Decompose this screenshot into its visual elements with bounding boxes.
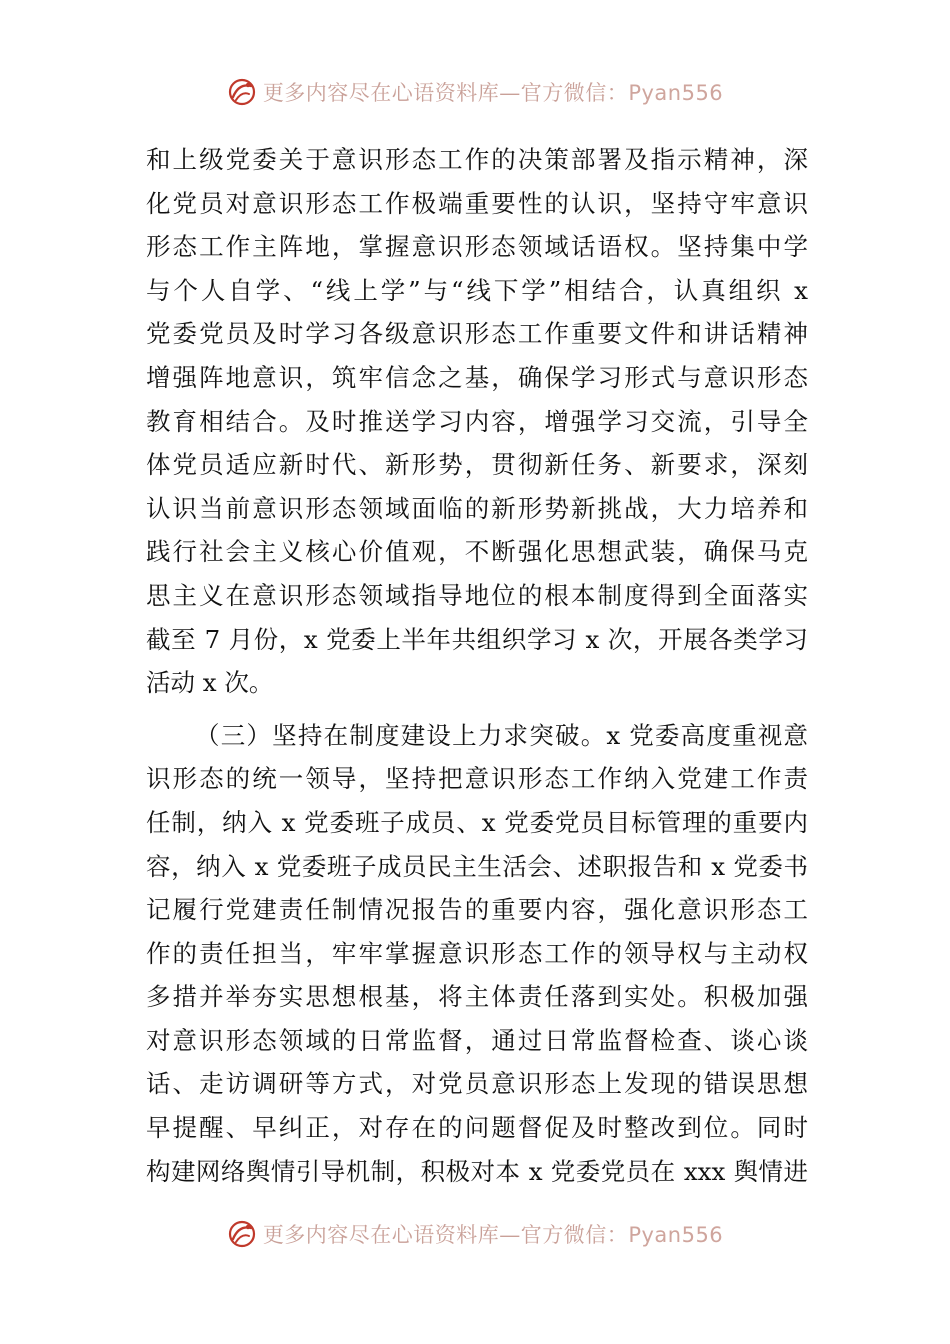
text-line: 识形态的统一领导，坚持把意识形态工作纳入党建工作责	[146, 764, 808, 794]
text-line: 党委党员及时学习各级意识形态工作重要文件和讲话精神	[146, 319, 808, 349]
wechat-id: Pyan556	[628, 81, 724, 105]
footer-watermark-banner	[0, 1212, 950, 1256]
wechat-id: Pyan556	[628, 1223, 724, 1247]
text-line: 作的责任担当，牢牢掌握意识形态工作的领导权与主动权	[146, 938, 808, 968]
text-line: （三）坚持在制度建设上力求突破。x 党委高度重视意	[195, 720, 808, 750]
text-line: 截至 7 月份，x 党委上半年共组织学习 x 次，开展各类学习	[146, 624, 808, 654]
text-line: 任制，纳入 x 党委班子成员、x 党委党员目标管理的重要内	[146, 807, 808, 837]
text-line: 记履行党建责任制情况报告的重要内容，强化意识形态工	[146, 895, 808, 925]
logo-icon	[227, 1219, 257, 1249]
text-line: 化党员对意识形态工作极端重要性的认识，坚持守牢意识	[146, 188, 808, 218]
text-line: 教育相结合。及时推送学习内容，增强学习交流，引导全	[146, 406, 808, 436]
text-line: 形态工作主阵地，掌握意识形态领域话语权。坚持集中学	[146, 232, 808, 262]
paragraph	[146, 714, 808, 1194]
text-line: 和上级党委关于意识形态工作的决策部署及指示精神，深	[146, 145, 808, 174]
document-body	[146, 138, 808, 1193]
logo-icon	[227, 77, 257, 107]
banner-text: 更多内容尽在心语资料库—官方微信：Pyan556	[262, 1223, 724, 1247]
text-line: 话、走访调研等方式，对党员意识形态上发现的错误思想	[146, 1069, 808, 1099]
text-line: 践行社会主义核心价值观，不断强化思想武装，确保马克	[146, 537, 808, 567]
text-line: 多措并举夯实思想根基，将主体责任落到实处。积极加强	[146, 982, 808, 1012]
header-watermark-banner	[0, 70, 950, 114]
paragraph	[146, 138, 808, 705]
text-line: 早提醒、早纠正，对存在的问题督促及时整改到位。同时	[146, 1113, 808, 1143]
text-line: 增强阵地意识，筑牢信念之基，确保学习形式与意识形态	[146, 362, 808, 392]
text-line: 容，纳入 x 党委班子成员民主生活会、述职报告和 x 党委书	[146, 851, 808, 881]
text-line: 思主义在意识形态领域指导地位的根本制度得到全面落实	[146, 580, 808, 610]
banner-text: 更多内容尽在心语资料库—官方微信：Pyan556	[262, 81, 724, 105]
text-line: 体党员适应新时代、新形势，贯彻新任务、新要求，深刻	[146, 450, 808, 480]
text-line: 认识当前意识形态领域面临的新形势新挑战，大力培养和	[146, 493, 808, 523]
paragraph-gap	[146, 705, 808, 714]
text-line: 构建网络舆情引导机制，积极对本 x 党委党员在 xxx 舆情进	[146, 1156, 808, 1186]
text-line: 活动 x 次。	[146, 668, 274, 698]
text-line: 与个人自学、“线上学”与“线下学”相结合，认真组织 x	[146, 275, 808, 305]
text-line: 对意识形态领域的日常监督，通过日常监督检查、谈心谈	[146, 1025, 808, 1055]
